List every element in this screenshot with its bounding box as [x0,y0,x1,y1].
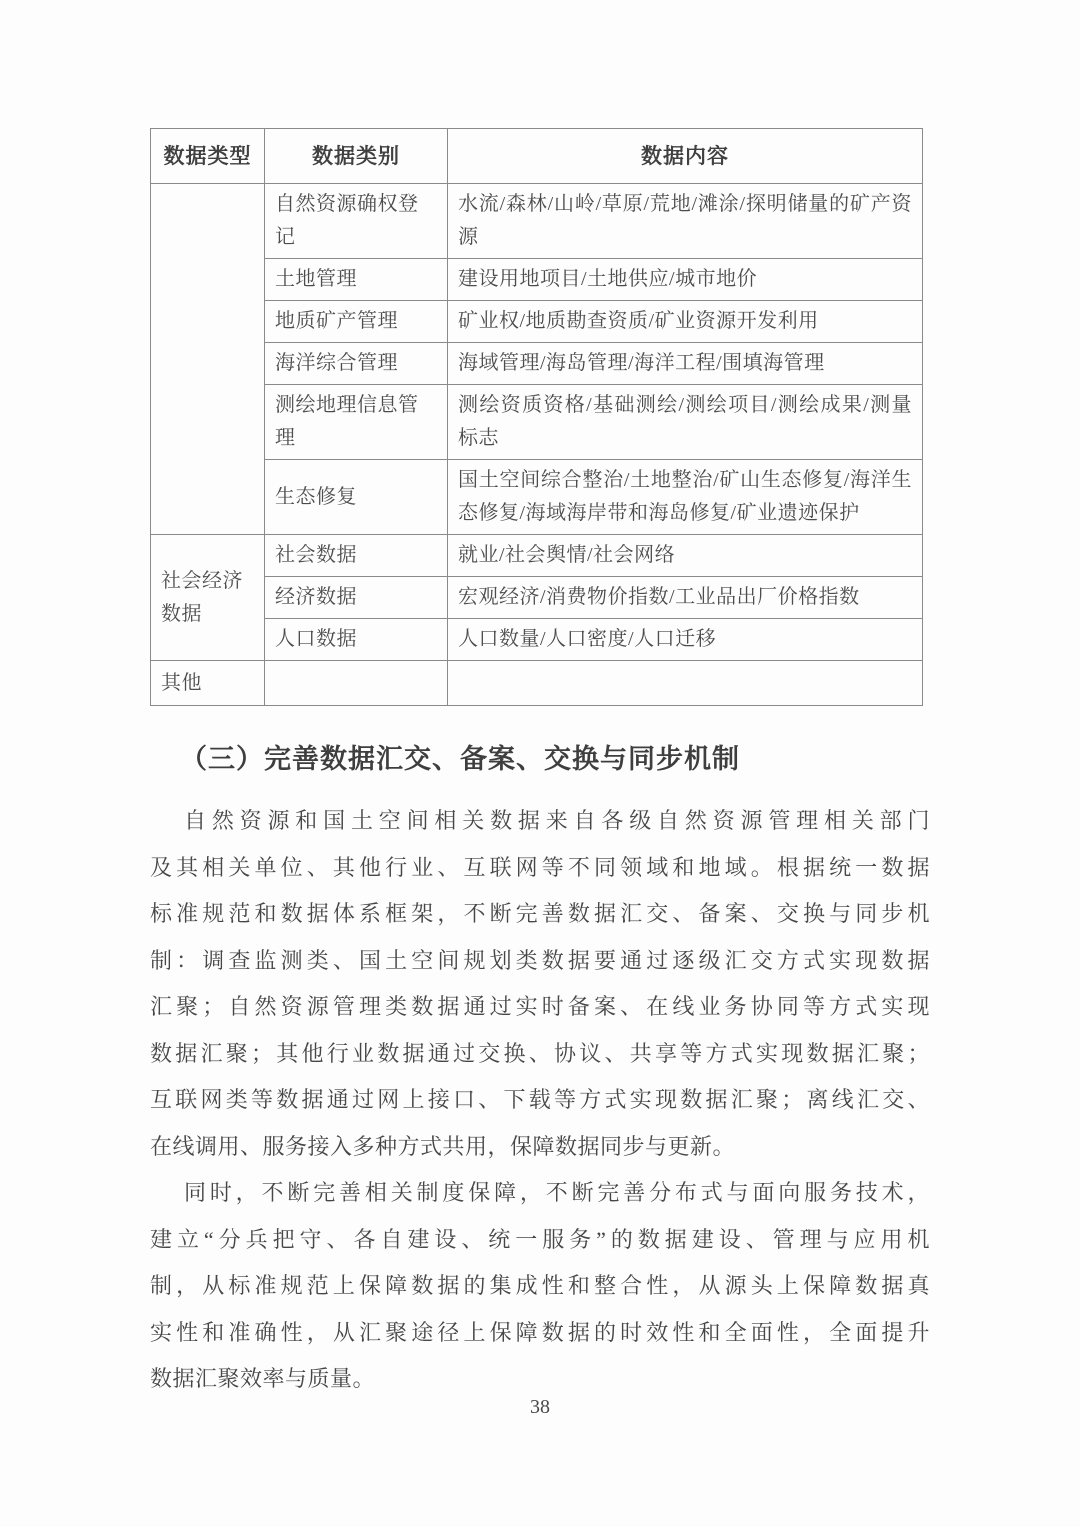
section-heading: （三）完善数据汇交、备案、交换与同步机制 [180,744,740,774]
text-line: 制，从标准规范上保障数据的集成性和整合性，从源头上保障数据真 [150,1273,930,1298]
table-header-row [151,129,923,184]
content-cell: 矿业权/地质勘查资质/矿业资源开发利用 [448,301,923,343]
body-paragraph-2 [150,1170,930,1403]
category-cell: 地质矿产管理 [265,301,448,343]
text-line: 自然资源和国土空间相关数据来自各级自然资源管理相关部门 [184,808,930,833]
text-line: 建立“分兵把守、各自建设、统一服务”的数据建设、管理与应用机 [150,1226,930,1252]
text-line: 数据汇聚效率与质量。 [150,1366,376,1391]
content-cell: 人口数量/人口密度/人口迁移 [448,619,923,661]
table-row [151,535,923,577]
data-table [150,128,923,706]
category-cell: 海洋综合管理 [265,343,448,385]
category-cell: 测绘地理信息管理 [265,385,448,460]
text-line: 制：调查监测类、国土空间规划类数据要通过逐级汇交方式实现数据 [150,947,930,973]
category-cell: 人口数据 [265,619,448,661]
table-row [151,661,923,706]
table-row [151,460,923,535]
header-cell-data-category: 数据类别 [265,129,448,184]
page-number: 38 [530,1396,550,1418]
table-row [151,301,923,343]
category-cell: 生态修复 [265,460,448,535]
category-cell: 社会数据 [265,535,448,577]
header-cell-data-content: 数据内容 [448,129,923,184]
text-line: 在线调用、服务接入多种方式共用，保障数据同步与更新。 [150,1133,736,1159]
table-row [151,259,923,301]
category-cell [265,661,448,706]
text-line: 实性和准确性，从汇聚途径上保障数据的时效性和全面性，全面提升 [150,1319,930,1345]
content-cell: 建设用地项目/土地供应/城市地价 [448,259,923,301]
text-line: 数据汇聚；其他行业数据通过交换、协议、共享等方式实现数据汇聚； [150,1040,930,1066]
content-cell [448,661,923,706]
text-line: 汇聚；自然资源管理类数据通过实时备案、在线业务协同等方式实现 [150,994,930,1019]
content-cell: 海域管理/海岛管理/海洋工程/围填海管理 [448,343,923,385]
table-row [151,343,923,385]
type-cell-other: 其他 [151,661,265,706]
category-cell: 经济数据 [265,577,448,619]
type-cell-empty [151,184,265,535]
content-cell: 就业/社会舆情/社会网络 [448,535,923,577]
content-cell: 宏观经济/消费物价指数/工业品出厂价格指数 [448,577,923,619]
type-cell-socioeconomic: 社会经济数据 [151,535,265,661]
body-paragraph-1 [150,798,930,1170]
text-line: 标准规范和数据体系框架，不断完善数据汇交、备案、交换与同步机 [150,901,930,926]
category-cell: 自然资源确权登记 [265,184,448,259]
table-row [151,184,923,259]
table-row [151,385,923,460]
table-row [151,577,923,619]
text-line: 同时，不断完善相关制度保障，不断完善分布式与面向服务技术， [184,1180,930,1205]
text-line: 及其相关单位、其他行业、互联网等不同领域和地域。根据统一数据 [150,854,930,880]
category-cell: 土地管理 [265,259,448,301]
text-line: 互联网类等数据通过网上接口、下载等方式实现数据汇聚；离线汇交、 [150,1087,930,1112]
header-cell-data-type: 数据类型 [151,129,265,184]
content-cell: 测绘资质资格/基础测绘/测绘项目/测绘成果/测量标志 [448,385,923,460]
content-cell: 国土空间综合整治/土地整治/矿山生态修复/海洋生态修复/海域海岸带和海岛修复/矿业遗迹保护 [448,460,923,535]
content-cell: 水流/森林/山岭/草原/荒地/滩涂/探明储量的矿产资源 [448,184,923,259]
table-row [151,619,923,661]
